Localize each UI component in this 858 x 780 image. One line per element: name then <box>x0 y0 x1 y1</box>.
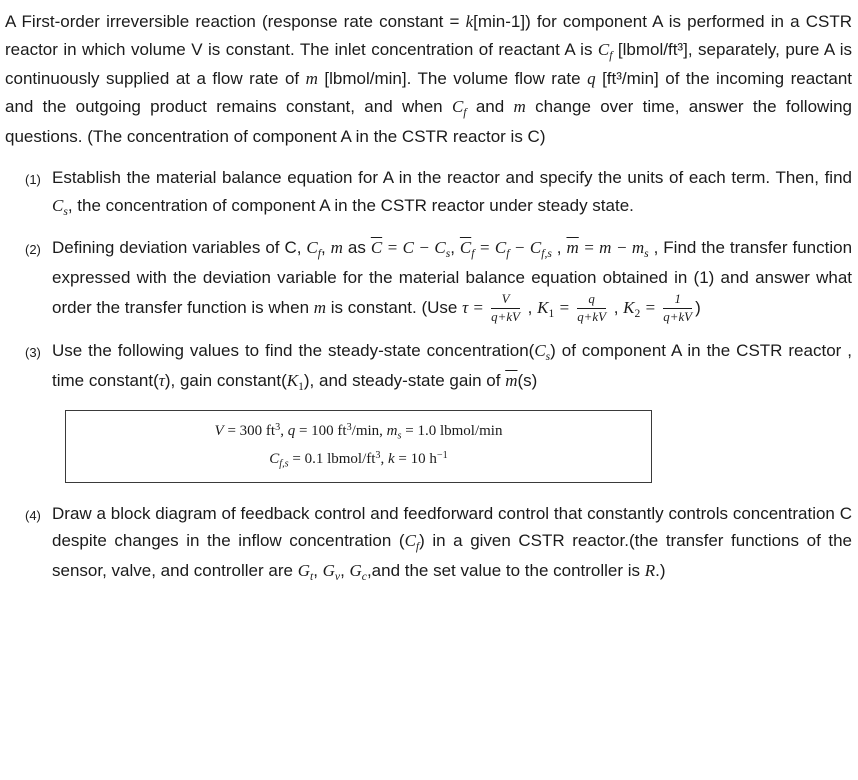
text-segment: ) in a given CSTR reactor.(the transfer functions of the sensor, valve, and controller are <box>52 531 853 581</box>
text-segment: = 0.1 lbmol/ft <box>288 451 376 468</box>
text-segment: s <box>445 247 451 261</box>
text-segment: C <box>269 451 280 468</box>
text-segment: , <box>320 238 331 258</box>
text-segment: −1 <box>436 450 448 462</box>
text-segment: change over time, answer the following questions. (The concentration of component A in the CSTR reactor is C) <box>5 96 853 146</box>
text-segment: = 300 ft <box>223 422 276 439</box>
text-segment: , <box>340 561 350 581</box>
text-segment: 1 <box>298 380 304 394</box>
question-2-text <box>52 234 852 324</box>
text-segment: , <box>380 451 388 468</box>
text-segment: q <box>287 422 296 439</box>
text-segment: $\overline{C}$ <box>370 238 383 258</box>
text-segment: [lbmol/ft³], separately, pure A is continuously supplied at a flow rate of <box>5 39 853 89</box>
text-segment: f <box>317 247 321 261</box>
text-segment: ), and steady-state gain of <box>303 371 506 391</box>
text-segment: V <box>214 422 224 439</box>
text-segment: k <box>388 451 395 468</box>
question-4 <box>5 500 852 587</box>
text-segment: and <box>466 96 514 116</box>
text-segment: = C <box>474 238 507 258</box>
text-segment: s <box>545 350 551 364</box>
text-segment: 1 <box>548 306 555 320</box>
values-line-2 <box>76 446 641 474</box>
math-fraction: $\frac{V}{q+kV}$ <box>491 290 520 324</box>
values-line-1 <box>76 418 641 446</box>
text-segment: m <box>305 69 318 89</box>
text-segment: τ <box>158 371 165 391</box>
text-segment: , <box>609 297 624 317</box>
question-3-text <box>52 337 852 397</box>
text-segment: ,and the set value to the controller is <box>366 561 645 581</box>
question-1-text <box>52 164 852 221</box>
question-1 <box>5 164 852 221</box>
text-segment: s <box>63 204 68 218</box>
text-segment: , <box>450 238 460 258</box>
text-segment: , the concentration of component A in the CSTR reactor under steady state. <box>67 195 634 215</box>
text-segment: f <box>609 48 613 62</box>
question-4-number: (4) <box>25 507 41 523</box>
text-segment: = C − C <box>382 238 446 258</box>
text-segment: Use the following values to find the steady-state concentration( <box>52 341 535 361</box>
text-segment: , Find the transfer function expressed with the deviation variable for the material balance equation obtained in (1) and answer what order the transfer function is when <box>52 238 853 317</box>
text-segment: s <box>644 247 649 261</box>
question-2 <box>5 234 852 324</box>
question-4-text <box>52 500 852 587</box>
text-segment: − C <box>509 238 542 258</box>
text-segment: = <box>554 297 575 317</box>
text-segment: K <box>286 371 299 391</box>
question-3-number: (3) <box>25 345 41 361</box>
text-segment: [min-1]) for component A is performed in a CSTR reactor in which volume V is constant. The inlet concentration of reactant A is <box>5 12 852 59</box>
text-segment: t <box>309 570 314 584</box>
text-segment: , <box>551 238 567 258</box>
text-segment: K <box>537 297 549 317</box>
text-segment: 3 <box>346 421 352 433</box>
text-segment: ) of component A in the CSTR reactor , time constant( <box>52 341 852 391</box>
text-segment: = 10 h <box>394 451 437 468</box>
document-page <box>5 8 852 587</box>
text-segment: is constant. (Use <box>326 297 463 317</box>
text-segment: 3 <box>275 421 281 433</box>
text-segment: m <box>386 422 398 439</box>
text-segment: 3 <box>375 450 381 462</box>
text-segment: , <box>522 297 538 317</box>
text-segment: = m − m <box>578 238 645 258</box>
text-segment: Defining deviation variables of C, <box>52 238 307 258</box>
intro-paragraph <box>5 8 852 150</box>
text-segment: C <box>404 531 416 551</box>
text-segment: q <box>587 69 596 89</box>
values-box <box>65 410 652 483</box>
text-segment: K <box>623 297 635 317</box>
text-segment: , <box>313 561 323 581</box>
question-1-number: (1) <box>25 172 41 188</box>
text-segment: τ = <box>462 297 489 317</box>
text-segment: f <box>415 540 420 554</box>
text-segment: k <box>465 12 474 31</box>
math-fraction: $\frac{q}{q+kV}$ <box>577 290 606 324</box>
text-segment: f,s <box>541 247 552 261</box>
text-segment: A First-order irreversible reaction (response rate constant = <box>5 12 466 31</box>
text-segment: C <box>451 96 464 116</box>
text-segment: C <box>534 341 546 361</box>
text-segment: C <box>52 195 64 215</box>
text-segment: c <box>361 570 367 584</box>
text-segment: [ft³/min] of the incoming reactant and the outgoing product remains constant, and when <box>5 69 852 116</box>
question-3 <box>5 337 852 397</box>
text-segment: R <box>644 561 656 581</box>
text-segment: $\overline{m}$ <box>505 371 518 391</box>
text-segment: as <box>342 238 371 258</box>
text-segment: .) <box>655 561 666 581</box>
text-segment: , <box>280 422 288 439</box>
text-segment: /min, <box>351 422 387 439</box>
text-segment: = <box>640 297 661 317</box>
text-segment: G <box>322 561 335 581</box>
math-fraction: $\frac{1}{q+kV}$ <box>663 290 693 324</box>
text-segment: G <box>297 561 310 581</box>
text-segment: ) <box>695 297 701 317</box>
text-segment: C <box>306 238 318 258</box>
text-segment: f <box>471 247 475 261</box>
text-segment: Draw a block diagram of feedback control and feedforward control that constantly controls concentration C despite changes in the inflow concentration ( <box>52 503 852 551</box>
text-segment: C <box>597 39 610 59</box>
text-segment: v <box>334 570 341 584</box>
text-segment: s <box>397 430 402 442</box>
text-segment: [lbmol/min]. The volume flow rate <box>317 69 588 89</box>
text-segment: f <box>463 105 467 119</box>
text-segment: (s) <box>517 371 538 391</box>
text-segment: m <box>313 297 327 317</box>
text-segment: 2 <box>634 306 641 320</box>
text-segment: $\overline{m}$ <box>566 238 579 258</box>
text-segment: = 100 ft <box>295 422 347 439</box>
text-segment: m <box>330 238 343 258</box>
text-segment: f,s <box>279 458 289 470</box>
text-segment: f <box>506 247 510 261</box>
text-segment: m <box>513 96 526 116</box>
text-segment: $\overline{C}$ <box>459 238 472 258</box>
text-segment: G <box>349 561 362 581</box>
text-segment: Establish the material balance equation for A in the reactor and specify the units of each term. Then, find <box>52 168 852 188</box>
text-segment: ), gain constant( <box>164 371 287 391</box>
text-segment: = 1.0 lbmol/min <box>401 422 503 439</box>
question-2-number: (2) <box>25 242 41 258</box>
